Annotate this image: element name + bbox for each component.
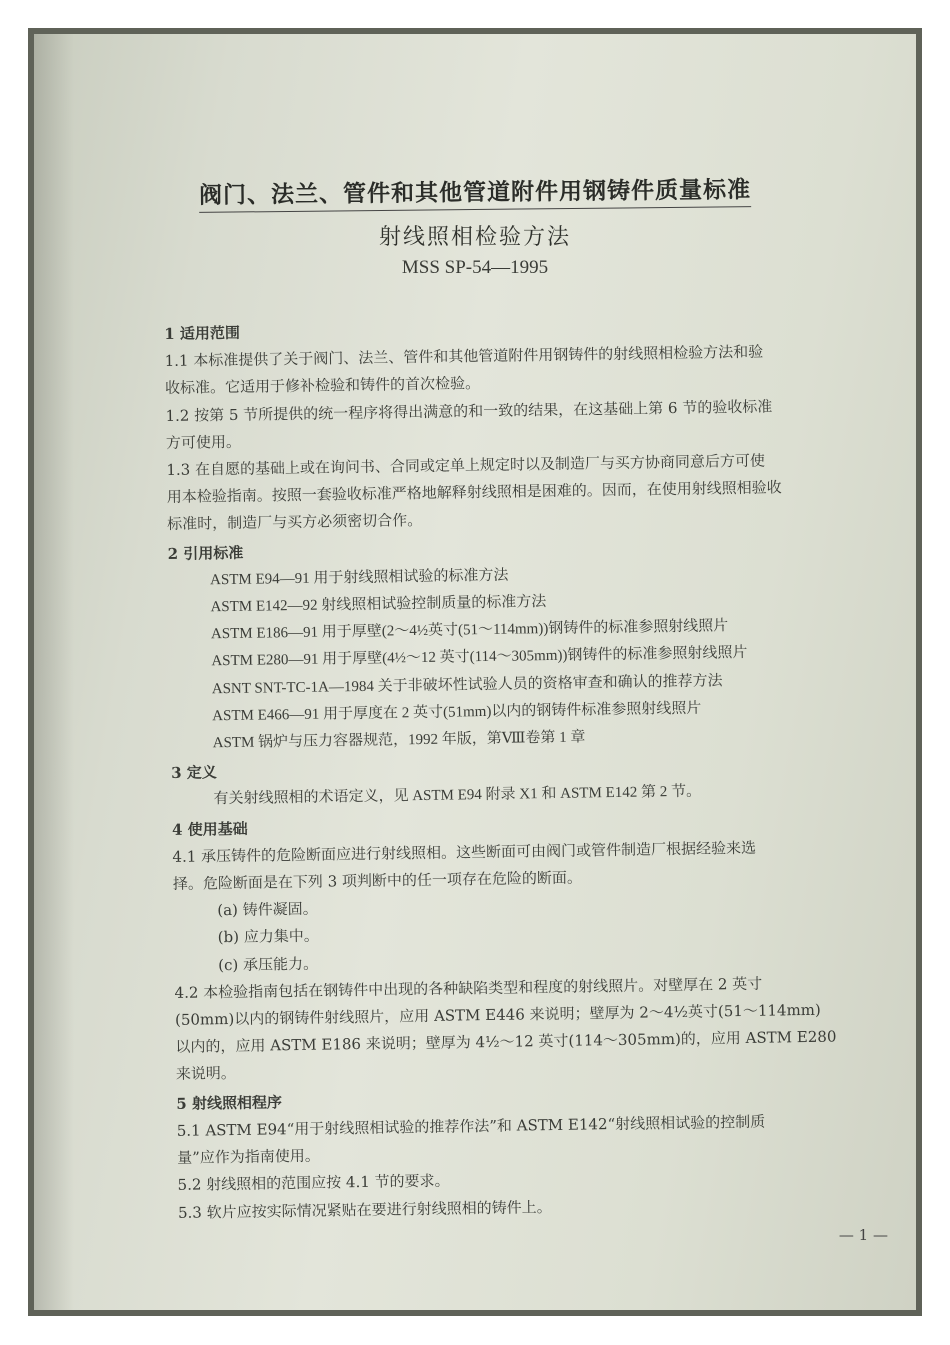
reference-line: ASTM E280—91 用于厚壁(4½～12 英寸(114～305mm))钢铸件的标准参照射线照片 [211,645,748,670]
section-heading: 5 射线照相程序 [176,1092,283,1113]
paragraph-line: 1.1 本标准提供了关于阀门、法兰、管件和其他管道附件用钢铸件的射线照相检验方法和验 [164,342,764,371]
paragraph-line: 4.2 本检验指南包括在钢铸件中出现的各种缺陷类型和程度的射线照片。对壁厚在 2 英寸 [174,974,763,1002]
paragraph-line: 4.1 承压铸件的危险断面应进行射线照相。这些断面可由阀门或管件制造厂根据经验来选 [172,838,757,866]
list-item: (c) 承压能力。 [218,954,319,974]
list-item: (a) 铸件凝固。 [217,899,318,920]
section-heading: 3 定义 [170,763,217,783]
paragraph-line: 用本检验指南。按照一套验收标准严格地解释射线照相是困难的。因而，在使用射线照相验收 [166,478,782,507]
document-header [34,174,916,279]
paragraph-line: 1.3 在自愿的基础上或在询问书、合同或定单上规定时以及制造厂与买方协商同意后方可使 [166,451,766,479]
document-subtitle: 射线照相检验方法 [378,225,571,250]
section-heading: 1 适用范围 [164,323,241,343]
document-page [34,34,916,1310]
reference-line: ASTM E142—92 射线照相试验控制质量的标准方法 [210,594,547,616]
document-body [164,307,922,1227]
photo-frame [28,28,922,1316]
document-title: 阀门、法兰、管件和其他管道附件用钢铸件质量标准 [199,171,751,213]
paragraph-line: 收标准。它适用于修补检验和铸件的首次检验。 [164,374,481,398]
paragraph-line: 标准时，制造厂与买方必须密切合作。 [167,511,423,534]
paragraph-line: 5.2 射线照相的范围应按 4.1 节的要求。 [177,1171,450,1195]
list-item: (b) 应力集中。 [217,927,319,947]
section-heading: 4 使用基础 [171,819,248,839]
paragraph-line: (50mm)以内的钢铸件射线照片，应用 ASTM E446 来说明；壁厚为 2～4½英寸(51～114mm) [174,1000,821,1029]
reference-line: ASTM E94—91 用于射线照相试验的标准方法 [209,567,509,589]
paragraph-line: 1.2 按第 5 节所提供的统一程序将得出满意的和一致的结果，在这基础上第 6 节的验收标准 [165,397,773,425]
reference-line: ASTM E466—91 用于厚度在 2 英寸(51mm)以内的钢铸件标准参照射线照片 [212,700,702,725]
reference-line: ASTM E186—91 用于厚壁(2～4½英寸(51～114mm))钢铸件的标准参照射线照片 [210,618,729,643]
paragraph-line: 以内的，应用 ASTM E186 来说明；壁厚为 4½～12 英寸(114～305mm)的，应用 ASTM E280 [175,1027,837,1057]
paragraph-line: 5.1 ASTM E94“用于射线照相试验的推荐作法”和 ASTM E142“射线照相试验的控制质 [176,1112,766,1140]
paragraph-line: 来说明。 [175,1064,237,1084]
reference-line: 有关射线照相的术语定义，见 ASTM E94 附录 X1 和 ASTM E142 第 2 节。 [213,784,702,808]
page-number: — 1 — [838,1226,888,1244]
paragraph-line: 方可使用。 [165,432,242,452]
paragraph-line: 5.3 软片应按实际情况紧贴在要进行射线照相的铸件上。 [177,1197,552,1222]
paragraph-line: 择。危险断面是在下列 3 项判断中的任一项存在危险的断面。 [172,868,583,893]
standard-code: MSS SP-54—1995 [401,257,549,278]
reference-line: ASTM 锅炉与压力容器规范，1992 年版，第Ⅷ卷第 1 章 [212,729,586,752]
paragraph-line: 量”应作为指南使用。 [177,1146,320,1167]
section-heading: 2 引用标准 [167,543,244,563]
reference-line: ASNT SNT-TC-1A—1984 关于非破坏性试验人员的资格审查和确认的推荐方法 [211,672,723,697]
